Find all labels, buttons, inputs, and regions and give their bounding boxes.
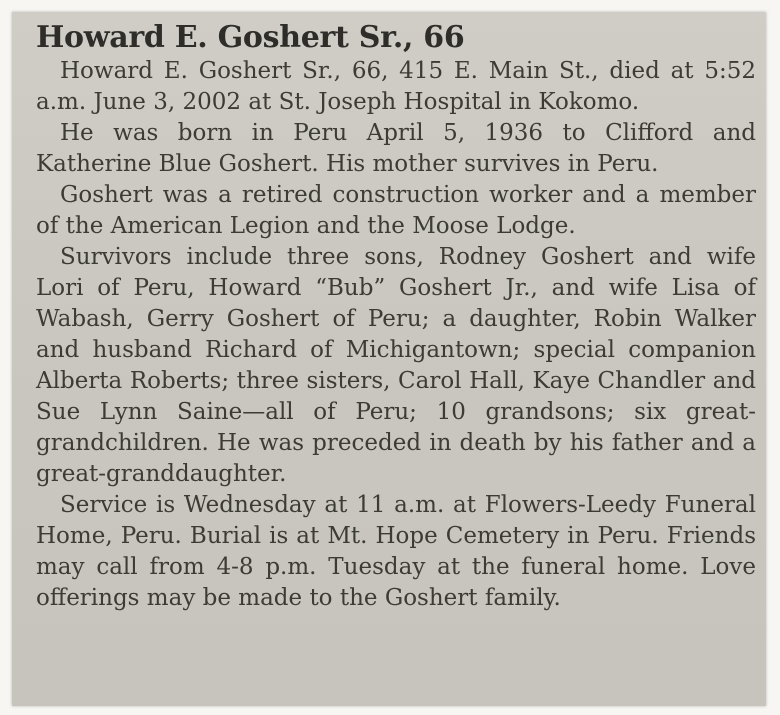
paragraph-career: Goshert was a retired construction worker and a member of the American Legion and the Moose Lodge. xyxy=(36,182,756,239)
paragraph-survivors: Survivors include three sons, Rodney Goshert and wife Lori of Peru, Howard “Bub” Goshert Jr., and wife Lisa of Wabash, Gerry Goshert of Peru; a daughter, Robin Walker and husband Richard of Michigantown; special companion Alberta Roberts; three sisters, Carol Hall, Kaye Chandler and Sue Lynn Saine—all of Peru; 10 grandsons; six great-grandchildren. He was preceded in death by his father and a great-granddaughter. xyxy=(36,244,756,487)
paragraph-death-notice: Howard E. Goshert Sr., 66, 415 E. Main St., died at 5:52 a.m. June 3, 2002 at St. Joseph Hospital in Kokomo. xyxy=(36,58,756,115)
paragraph-service: Service is Wednesday at 11 a.m. at Flowers-Leedy Funeral Home, Peru. Burial is at Mt. Hope Cemetery in Peru. Friends may call from 4-8 p.m. Tuesday at the funeral home. Love offerings may be made to the Goshert family. xyxy=(36,492,756,611)
newspaper-clipping xyxy=(12,12,766,706)
obituary-headline: Howard E. Goshert Sr., 66 xyxy=(36,20,465,55)
paragraph-birth: He was born in Peru April 5, 1936 to Clifford and Katherine Blue Goshert. His mother survives in Peru. xyxy=(36,120,756,177)
